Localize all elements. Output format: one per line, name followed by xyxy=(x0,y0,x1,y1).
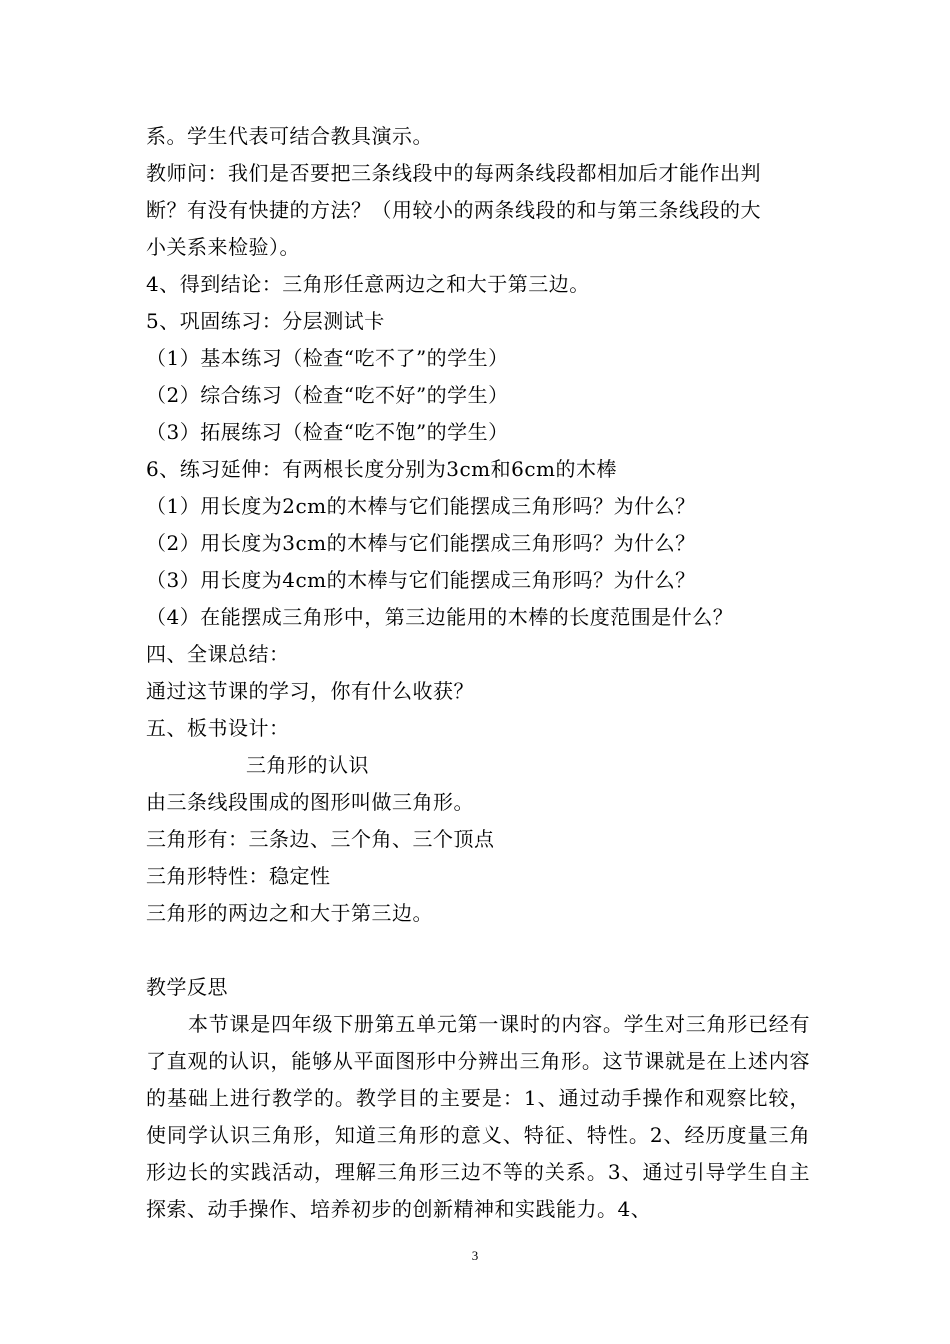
document-page xyxy=(146,118,810,1228)
text-line: 系。学生代表可结合教具演示。 xyxy=(146,124,433,148)
question-item: （3）用长度为4cm的木棒与它们能摆成三角形吗？为什么？ xyxy=(146,568,696,592)
section-heading: 四、全课总结： xyxy=(146,642,290,666)
board-item: 由三条线段围成的图形叫做三角形。 xyxy=(146,790,474,814)
exercise-item: （1）基本练习（检查“吃不了”的学生） xyxy=(146,346,509,370)
text-line: 通过这节课的学习，你有什么收获？ xyxy=(146,679,474,703)
board-item: 三角形的两边之和大于第三边。 xyxy=(146,901,433,925)
question-item: （1）用长度为2cm的木棒与它们能摆成三角形吗？为什么？ xyxy=(146,494,696,518)
exercise-item: （3）拓展练习（检查“吃不饱”的学生） xyxy=(146,420,509,444)
text-line: 6、练习延伸：有两根长度分别为3cm和6cm的木棒 xyxy=(146,457,618,481)
exercise-item: （2）综合练习（检查“吃不好”的学生） xyxy=(146,383,509,407)
text-line: 小关系来检验）。 xyxy=(146,235,300,259)
blank-line xyxy=(146,932,810,969)
text-line: 教师问：我们是否要把三条线段中的每两条线段都相加后才能作出判 xyxy=(146,161,761,185)
text-line: 5、巩固练习：分层测试卡 xyxy=(146,309,385,333)
reflection-paragraph: 本节课是四年级下册第五单元第一课时的内容。学生对三角形已经有了直观的认识，能够从平面图形中分辨出三角形。这节课就是在上述内容的基础上进行教学的。教学目的主要是：1、通过动手操作和观察比较，使同学认识三角形，知道三角形的意义、特征、特性。2、经历度量三角形边长的实践活动，理解三角形三边不等的关系。3、通过引导学生自主探索、动手操作、培养初步的创新精神和实践能力。4、 xyxy=(146,1012,810,1221)
board-title: 三角形的认识 xyxy=(246,753,369,777)
text-line: 断？有没有快捷的方法？（用较小的两条线段的和与第三条线段的大 xyxy=(146,198,761,222)
board-item: 三角形有：三条边、三个角、三个顶点 xyxy=(146,827,495,851)
question-item: （2）用长度为3cm的木棒与它们能摆成三角形吗？为什么？ xyxy=(146,531,696,555)
section-heading: 五、板书设计： xyxy=(146,716,290,740)
reflection-heading: 教学反思 xyxy=(146,975,228,999)
question-item: （4）在能摆成三角形中，第三边能用的木棒的长度范围是什么？ xyxy=(146,605,734,629)
board-item: 三角形特性：稳定性 xyxy=(146,864,331,888)
text-line: 4、得到结论：三角形任意两边之和大于第三边。 xyxy=(146,272,590,296)
page-number: 3 xyxy=(471,1248,479,1263)
